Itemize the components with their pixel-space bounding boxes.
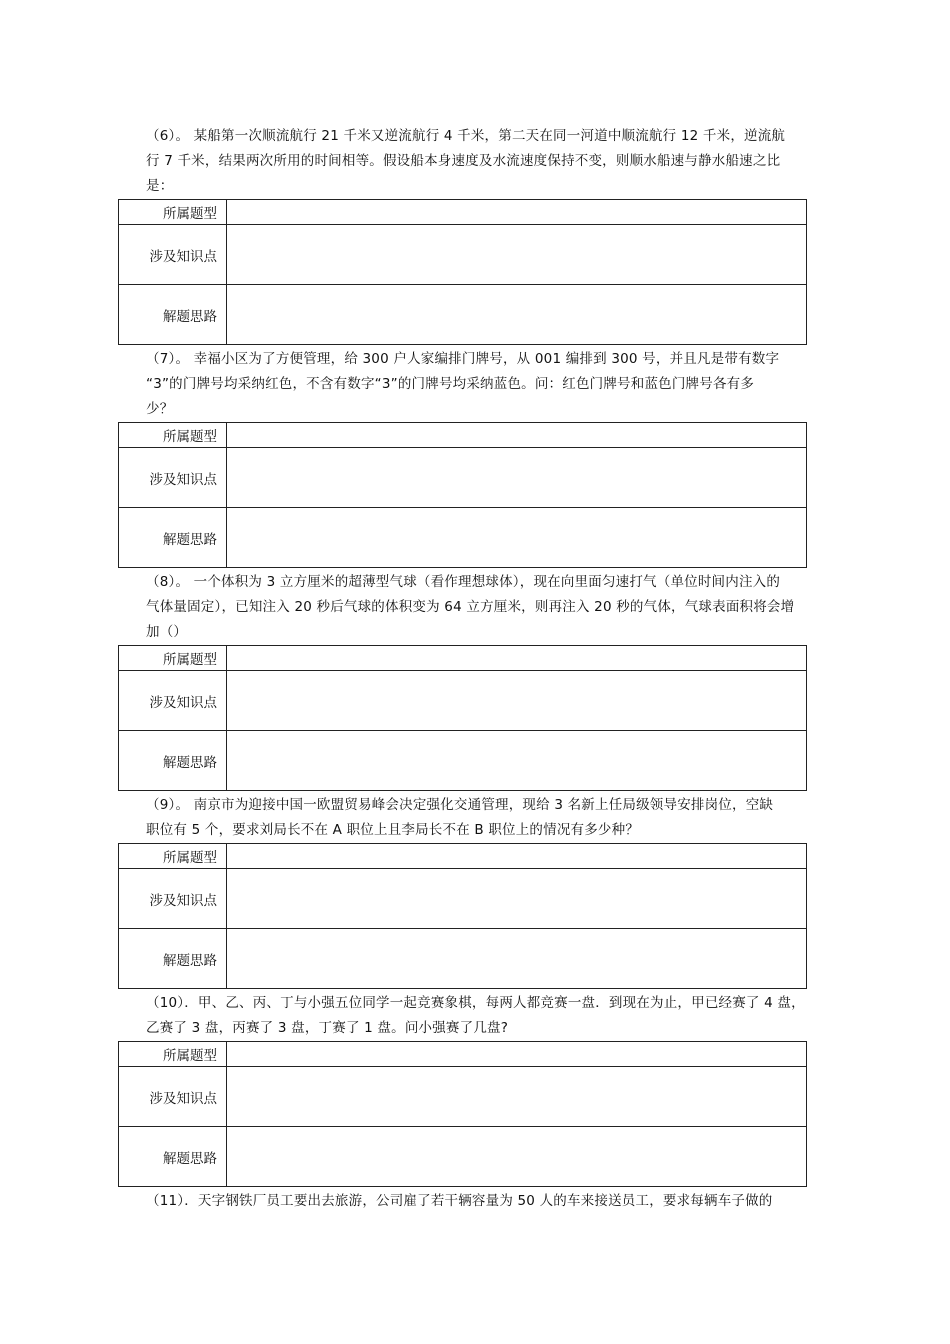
approach-label: 解题思路 [119,508,227,568]
problem-8-line-3: 加（） [146,624,188,640]
approach-label: 解题思路 [119,285,227,345]
problem-7-text [146,347,814,422]
approach-answer-cell[interactable] [227,1127,807,1187]
problem-10-line-2: 乙赛了 3 盘，丙赛了 3 盘，丁赛了 1 盘。问小强赛了几盘? [146,1020,509,1036]
approach-answer-cell[interactable] [227,929,807,989]
knowledge-answer-cell[interactable] [227,448,807,508]
type-answer-cell[interactable] [227,844,807,869]
problem-8-answer-table [118,645,807,791]
type-label: 所属题型 [119,1042,227,1067]
knowledge-label: 涉及知识点 [119,1067,227,1127]
knowledge-answer-cell[interactable] [227,225,807,285]
type-label: 所属题型 [119,423,227,448]
knowledge-label: 涉及知识点 [119,448,227,508]
problem-10-answer-table [118,1041,807,1187]
knowledge-answer-cell[interactable] [227,671,807,731]
knowledge-answer-cell[interactable] [227,869,807,929]
type-label: 所属题型 [119,200,227,225]
problem-6-line-1: （6）。 某船第一次顺流航行 21 千米又逆流航行 4 千米，第二天在同一河道中顺流航行 12 千米，逆流航 [146,128,786,144]
knowledge-label: 涉及知识点 [119,225,227,285]
problem-7-line-3: 少？ [146,401,174,417]
problem-8-line-2: 气体量固定），已知注入 20 秒后气球的体积变为 64 立方厘米，则再注入 20 秒的气体，气球表面积将会增 [146,599,795,615]
approach-answer-cell[interactable] [227,285,807,345]
problem-7-line-2: “3”的门牌号均采纳红色，不含有数字“3”的门牌号均采纳蓝色。问：红色门牌号和蓝色门牌号各有多 [146,376,755,392]
problem-11-line-1: （11）．天字钢铁厂员工要出去旅游，公司雇了若干辆容量为 50 人的车来接送员工，要求每辆车子做的 [146,1193,773,1209]
problem-9-text [146,793,814,843]
problem-11-text [146,1189,814,1214]
problem-6-line-3: 是： [146,178,174,194]
problem-6-line-2: 行 7 千米，结果两次所用的时间相等。假设船本身速度及水流速度保持不变，则顺水船速与静水船速之比 [146,153,781,169]
type-label: 所属题型 [119,646,227,671]
approach-label: 解题思路 [119,1127,227,1187]
type-answer-cell[interactable] [227,1042,807,1067]
problem-10-line-1: （10）．甲、乙、丙、丁与小强五位同学一起竞赛象棋，每两人都竞赛一盘．到现在为止，甲已经赛了 4 盘， [146,995,805,1011]
problem-7-line-1: （7）。 幸福小区为了方便管理，给 300 户人家编排门牌号，从 001 编排到 300 号，并且凡是带有数字 [146,351,780,367]
type-answer-cell[interactable] [227,423,807,448]
type-answer-cell[interactable] [227,200,807,225]
approach-answer-cell[interactable] [227,731,807,791]
knowledge-label: 涉及知识点 [119,869,227,929]
problem-8-line-1: （8）。 一个体积为 3 立方厘米的超薄型气球（看作理想球体），现在向里面匀速打气（单位时间内注入的 [146,574,781,590]
problem-6-text [146,124,814,199]
knowledge-answer-cell[interactable] [227,1067,807,1127]
approach-label: 解题思路 [119,731,227,791]
problem-6-answer-table [118,199,807,345]
problem-9-line-2: 职位有 5 个，要求刘局长不在 A 职位上且李局长不在 B 职位上的情况有多少种？ [146,822,640,838]
problem-9-answer-table [118,843,807,989]
problem-8-text [146,570,814,645]
problem-10-text [146,991,814,1041]
type-answer-cell[interactable] [227,646,807,671]
problem-7-answer-table [118,422,807,568]
approach-label: 解题思路 [119,929,227,989]
type-label: 所属题型 [119,844,227,869]
knowledge-label: 涉及知识点 [119,671,227,731]
approach-answer-cell[interactable] [227,508,807,568]
problem-9-line-1: （9）。 南京市为迎接中国一欧盟贸易峰会决定强化交通管理，现给 3 名新上任局级领导安排岗位，空缺 [146,797,774,813]
